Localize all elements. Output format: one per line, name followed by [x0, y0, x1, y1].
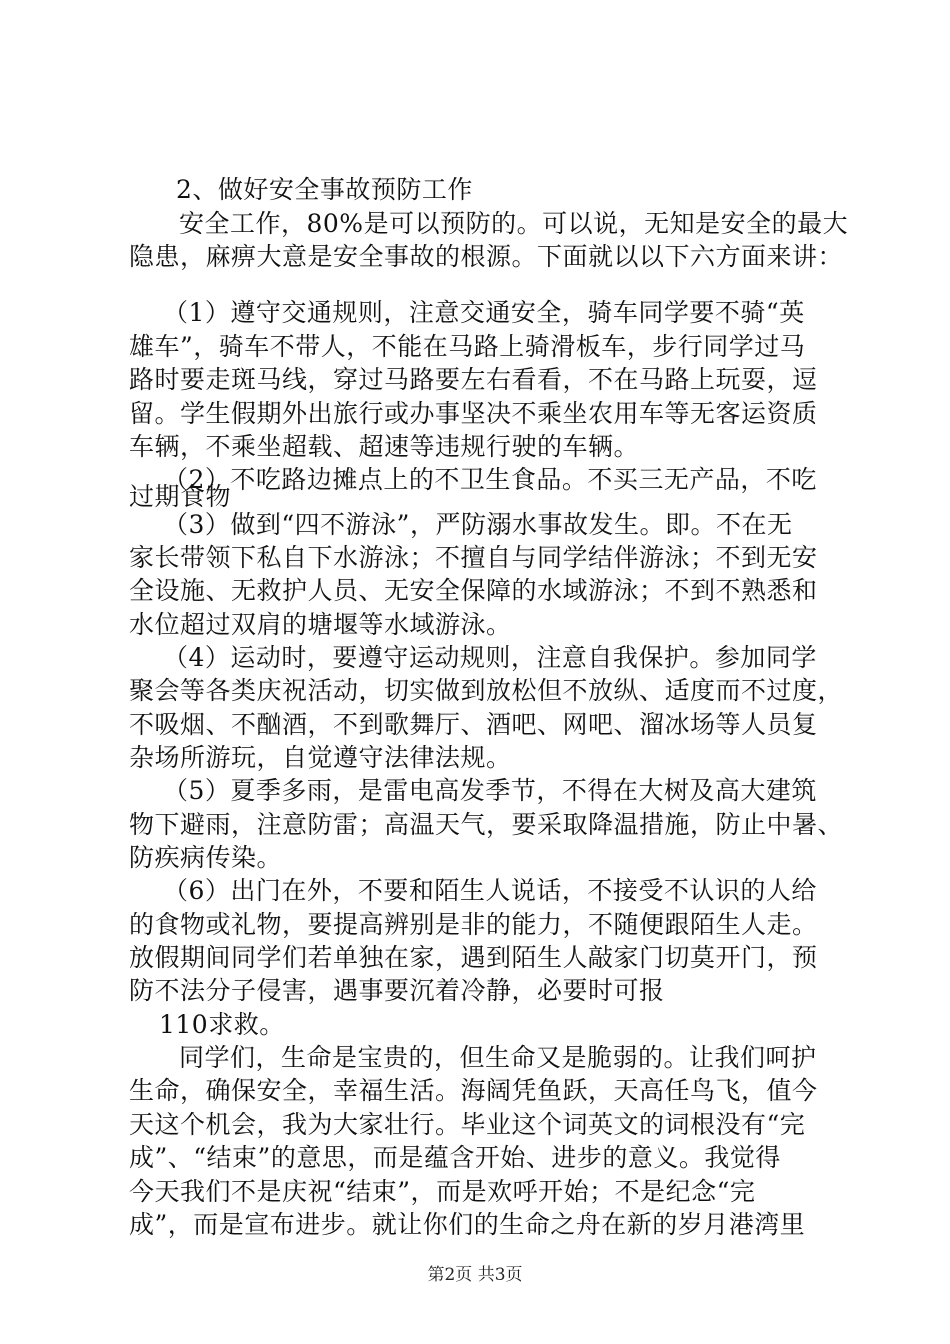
paragraph-line: 天这个机会，我为大家壮行。毕业这个词英文的词根没有“完: [129, 1110, 806, 1139]
paragraph-line: 留。学生假期外出旅行或办事坚决不乘坐农用车等无客运资质: [129, 399, 818, 428]
paragraph-line: 雄车”，骑车不带人，不能在马路上骑滑板车，步行同学过马: [129, 332, 806, 361]
paragraph-line: 不吸烟、不酗酒，不到歌舞厅、酒吧、网吧、溜冰场等人员复: [129, 710, 818, 739]
paragraph-line: 水位超过双肩的塘堰等水域游泳。: [129, 610, 512, 639]
paragraph-line: （1）遵守交通规则，注意交通安全，骑车同学要不骑“英: [163, 298, 805, 327]
paragraph-line: 家长带领下私自下水游泳；不擅自与同学结伴游泳；不到无安: [129, 543, 818, 572]
paragraph-line: 物下避雨，注意防雷；高温天气，要采取降温措施，防止中暑、: [129, 810, 844, 839]
paragraph-line: 生命，确保安全，幸福生活。海阔凭鱼跃，天高任鸟飞，值今: [129, 1076, 818, 1105]
paragraph-line: 杂场所游玩，自觉遵守法律法规。: [129, 743, 512, 772]
paragraph-line: 成”、“结束”的意思，而是蕴含开始、进步的意义。我觉得: [129, 1143, 781, 1172]
paragraph-line: 全设施、无救护人员、无安全保障的水域游泳；不到不熟悉和: [129, 576, 818, 605]
paragraph-line: （6）出门在外，不要和陌生人说话，不接受不认识的人给: [163, 876, 817, 905]
paragraph-line: 放假期间同学们若单独在家，遇到陌生人敲家门切莫开门，预: [129, 943, 818, 972]
paragraph-line: 防疾病传染。: [129, 843, 283, 872]
paragraph-line: 路时要走斑马线，穿过马路要左右看看，不在马路上玩耍，逗: [129, 365, 818, 394]
paragraph-line: 过期食物: [129, 482, 232, 511]
paragraph-line: （5）夏季多雨，是雷电高发季节，不得在大树及高大建筑: [163, 776, 817, 805]
paragraph-line: 的食物或礼物，要提高辨别是非的能力，不随便跟陌生人走。: [129, 910, 818, 939]
page-footer: 第2页 共3页: [427, 1265, 523, 1285]
paragraph-line: 聚会等各类庆祝活动，切实做到放松但不放纵、适度而不过度，: [129, 676, 844, 705]
paragraph-line: 防不法分子侵害，遇事要沉着冷静，必要时可报: [129, 976, 665, 1005]
paragraph-line: 隐患，麻痹大意是安全事故的根源。下面就以以下六方面来讲：: [129, 242, 844, 271]
paragraph-line: （4）运动时，要遵守运动规则，注意自我保护。参加同学: [163, 643, 817, 672]
paragraph-line: （2）不吃路边摊点上的不卫生食品。不买三无产品，不吃: [163, 465, 817, 494]
paragraph-line: 今天我们不是庆祝“结束”，而是欢呼开始；不是纪念“完: [129, 1177, 756, 1206]
paragraph-line: 同学们，生命是宝贵的，但生命又是脆弱的。让我们呵护: [179, 1043, 817, 1072]
paragraph-line: 成”，而是宣布进步。就让你们的生命之舟在新的岁月港湾里: [129, 1210, 806, 1239]
paragraph-line: 安全工作，80%是可以预防的。可以说，无知是安全的最大: [179, 209, 849, 238]
paragraph-line: 110求救。: [159, 1010, 285, 1039]
paragraph-line: 车辆，不乘坐超载、超速等违规行驶的车辆。: [129, 432, 640, 461]
paragraph-line: （3）做到“四不游泳”，严防溺水事故发生。即。不在无: [163, 510, 793, 539]
section-heading: 2、做好安全事故预防工作: [176, 175, 473, 204]
